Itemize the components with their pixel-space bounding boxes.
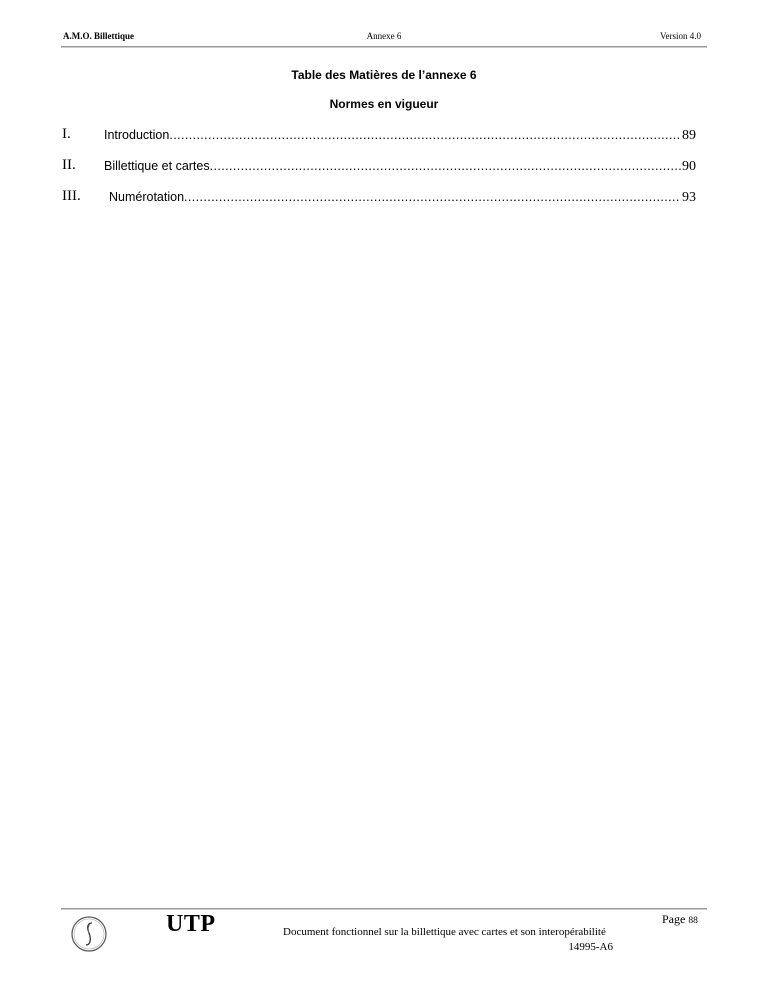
toc-leader-dots [169, 128, 681, 142]
footer-doc-reference: 14995-A6 [568, 941, 613, 953]
header-center-text: Annexe 6 [366, 31, 402, 41]
header-version-text: Version 4.0 [660, 31, 701, 41]
toc-entry-label: Introduction [104, 128, 170, 142]
utp-signature-logo-icon [70, 915, 108, 953]
page-title: Table des Matières de l’annexe 6 [291, 68, 477, 82]
toc-entry-introduction[interactable] [62, 126, 696, 146]
page-subtitle: Normes en vigueur [329, 97, 439, 111]
page-number-label: Page [662, 912, 686, 926]
header-divider [61, 46, 707, 48]
toc-entry-page: 93 [682, 190, 696, 205]
toc-entry-page: 90 [682, 159, 696, 174]
toc-leader-dots [210, 159, 681, 173]
header-left-text: A.M.O. Billettique [63, 31, 134, 41]
toc-entry-billettique[interactable] [62, 157, 696, 177]
footer-doc-title: Document fonctionnel sur la billettique avec cartes et son interopérabilité [283, 926, 606, 938]
toc-entry-number: III. [62, 188, 81, 204]
organization-logo-text: UTP [166, 911, 216, 937]
page-number [662, 912, 698, 927]
toc-entry-number: II. [62, 157, 76, 173]
toc-leader-dots [184, 190, 681, 204]
toc-entry-label: Numérotation [109, 190, 185, 204]
footer-divider [61, 908, 707, 910]
page-number-value: 88 [688, 916, 698, 926]
toc-entry-numerotation[interactable] [62, 188, 696, 208]
toc-entry-number: I. [62, 126, 71, 142]
toc-entry-label: Billettique et cartes [104, 159, 210, 173]
footer-document-description [283, 925, 613, 955]
toc-entry-page: 89 [682, 128, 696, 143]
